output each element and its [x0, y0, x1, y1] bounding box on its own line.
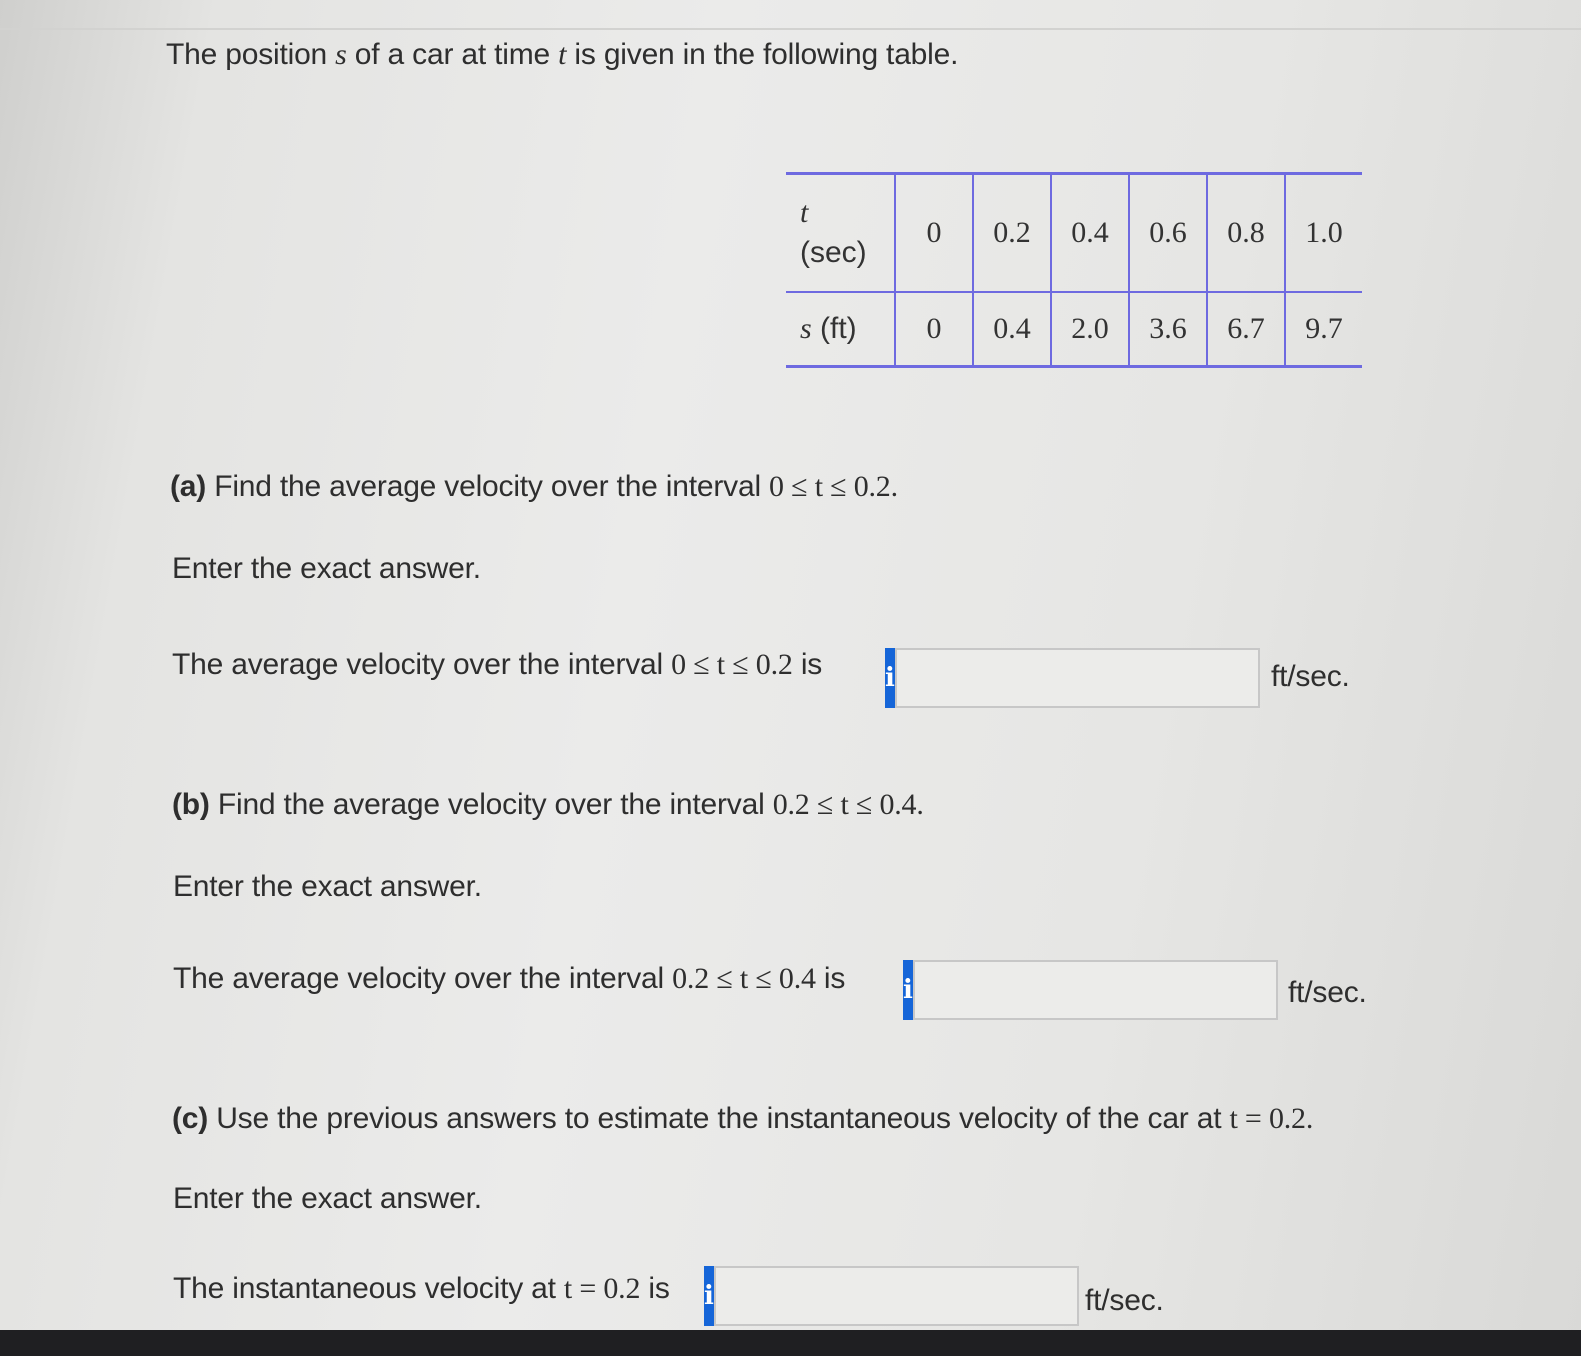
part-b-prompt-text: The average velocity over the interval [173, 962, 673, 995]
table-cell-t: 0.8 [1207, 174, 1285, 293]
part-a-question-text: Find the average velocity over the interval [206, 470, 770, 503]
table-cell-t: 1.0 [1285, 174, 1362, 293]
info-icon[interactable]: i [704, 1266, 714, 1326]
table-row-position [786, 292, 1362, 367]
table-cell-s: 0 [895, 292, 973, 367]
part-c-instruction: Enter the exact answer. [173, 1182, 482, 1215]
part-b-prompt-is: is [815, 962, 846, 995]
intro-var-t: t [558, 38, 567, 71]
part-c-answer-prompt [173, 1272, 670, 1306]
part-c-prompt-text: The instantaneous velocity at [173, 1272, 564, 1305]
table-cell-t: 0.4 [1051, 174, 1129, 293]
part-b-answer-input[interactable] [913, 960, 1278, 1020]
part-c-prompt-interval: t = 0.2 [563, 1272, 641, 1305]
problem-intro [166, 38, 958, 72]
part-a-prompt-interval: 0 ≤ t ≤ 0.2 [671, 648, 793, 681]
intro-text-2: of a car at time [346, 38, 559, 71]
header-var-s: s [800, 312, 812, 345]
part-a-question [170, 470, 898, 504]
part-a-interval: 0 ≤ t ≤ 0.2. [769, 470, 898, 503]
part-a-prompt-is: is [792, 648, 823, 681]
part-b-question-text: Find the average velocity over the interval [209, 788, 773, 821]
part-b-prompt-interval: 0.2 ≤ t ≤ 0.4 [672, 962, 816, 995]
part-b-instruction: Enter the exact answer. [173, 870, 482, 903]
table-cell-s: 2.0 [1051, 292, 1129, 367]
part-c-label: (c) [172, 1102, 209, 1135]
part-a-unit: ft/sec. [1271, 660, 1350, 693]
position-table [786, 172, 1362, 368]
intro-text-1: The position [166, 38, 336, 71]
header-var-t: t [800, 196, 809, 229]
part-b-question [172, 788, 924, 822]
table-cell-t: 0 [895, 174, 973, 293]
part-c-unit: ft/sec. [1085, 1284, 1164, 1317]
part-a-answer-group [885, 648, 1257, 708]
part-c-question-text: Use the previous answers to estimate the instantaneous velocity of the car at [208, 1102, 1230, 1135]
part-a-answer-input[interactable] [895, 648, 1260, 708]
part-a-prompt-text: The average velocity over the interval [172, 648, 672, 681]
top-divider [0, 28, 1581, 30]
bottom-bar [0, 1330, 1581, 1356]
info-icon[interactable]: i [885, 648, 895, 708]
table-cell-s: 3.6 [1129, 292, 1207, 367]
part-b-unit: ft/sec. [1288, 976, 1367, 1009]
header-unit-ft: (ft) [811, 312, 857, 345]
part-c-interval: t = 0.2. [1229, 1102, 1314, 1135]
part-b-label: (b) [172, 788, 210, 821]
part-c-question [172, 1102, 1313, 1136]
part-a-label: (a) [170, 470, 207, 503]
table-header-time [786, 174, 895, 293]
part-a-instruction: Enter the exact answer. [172, 552, 481, 585]
part-b-answer-prompt [173, 962, 845, 996]
part-c-answer-input[interactable] [714, 1266, 1079, 1326]
table-cell-t: 0.6 [1129, 174, 1207, 293]
table-cell-s: 6.7 [1207, 292, 1285, 367]
part-c-answer-group [704, 1266, 1070, 1326]
table-cell-s: 0.4 [973, 292, 1051, 367]
intro-var-s: s [335, 38, 347, 71]
intro-text-3: is given in the following table. [566, 38, 959, 71]
table-cell-s: 9.7 [1285, 292, 1362, 367]
table-header-position [786, 292, 895, 367]
info-icon[interactable]: i [903, 960, 913, 1020]
part-b-answer-group [903, 960, 1273, 1020]
table-row-time [786, 174, 1362, 293]
header-unit-sec: (sec) [800, 236, 867, 269]
part-c-prompt-is: is [640, 1272, 670, 1305]
part-a-answer-prompt [172, 648, 822, 682]
table-cell-t: 0.2 [973, 174, 1051, 293]
part-b-interval: 0.2 ≤ t ≤ 0.4. [772, 788, 924, 821]
